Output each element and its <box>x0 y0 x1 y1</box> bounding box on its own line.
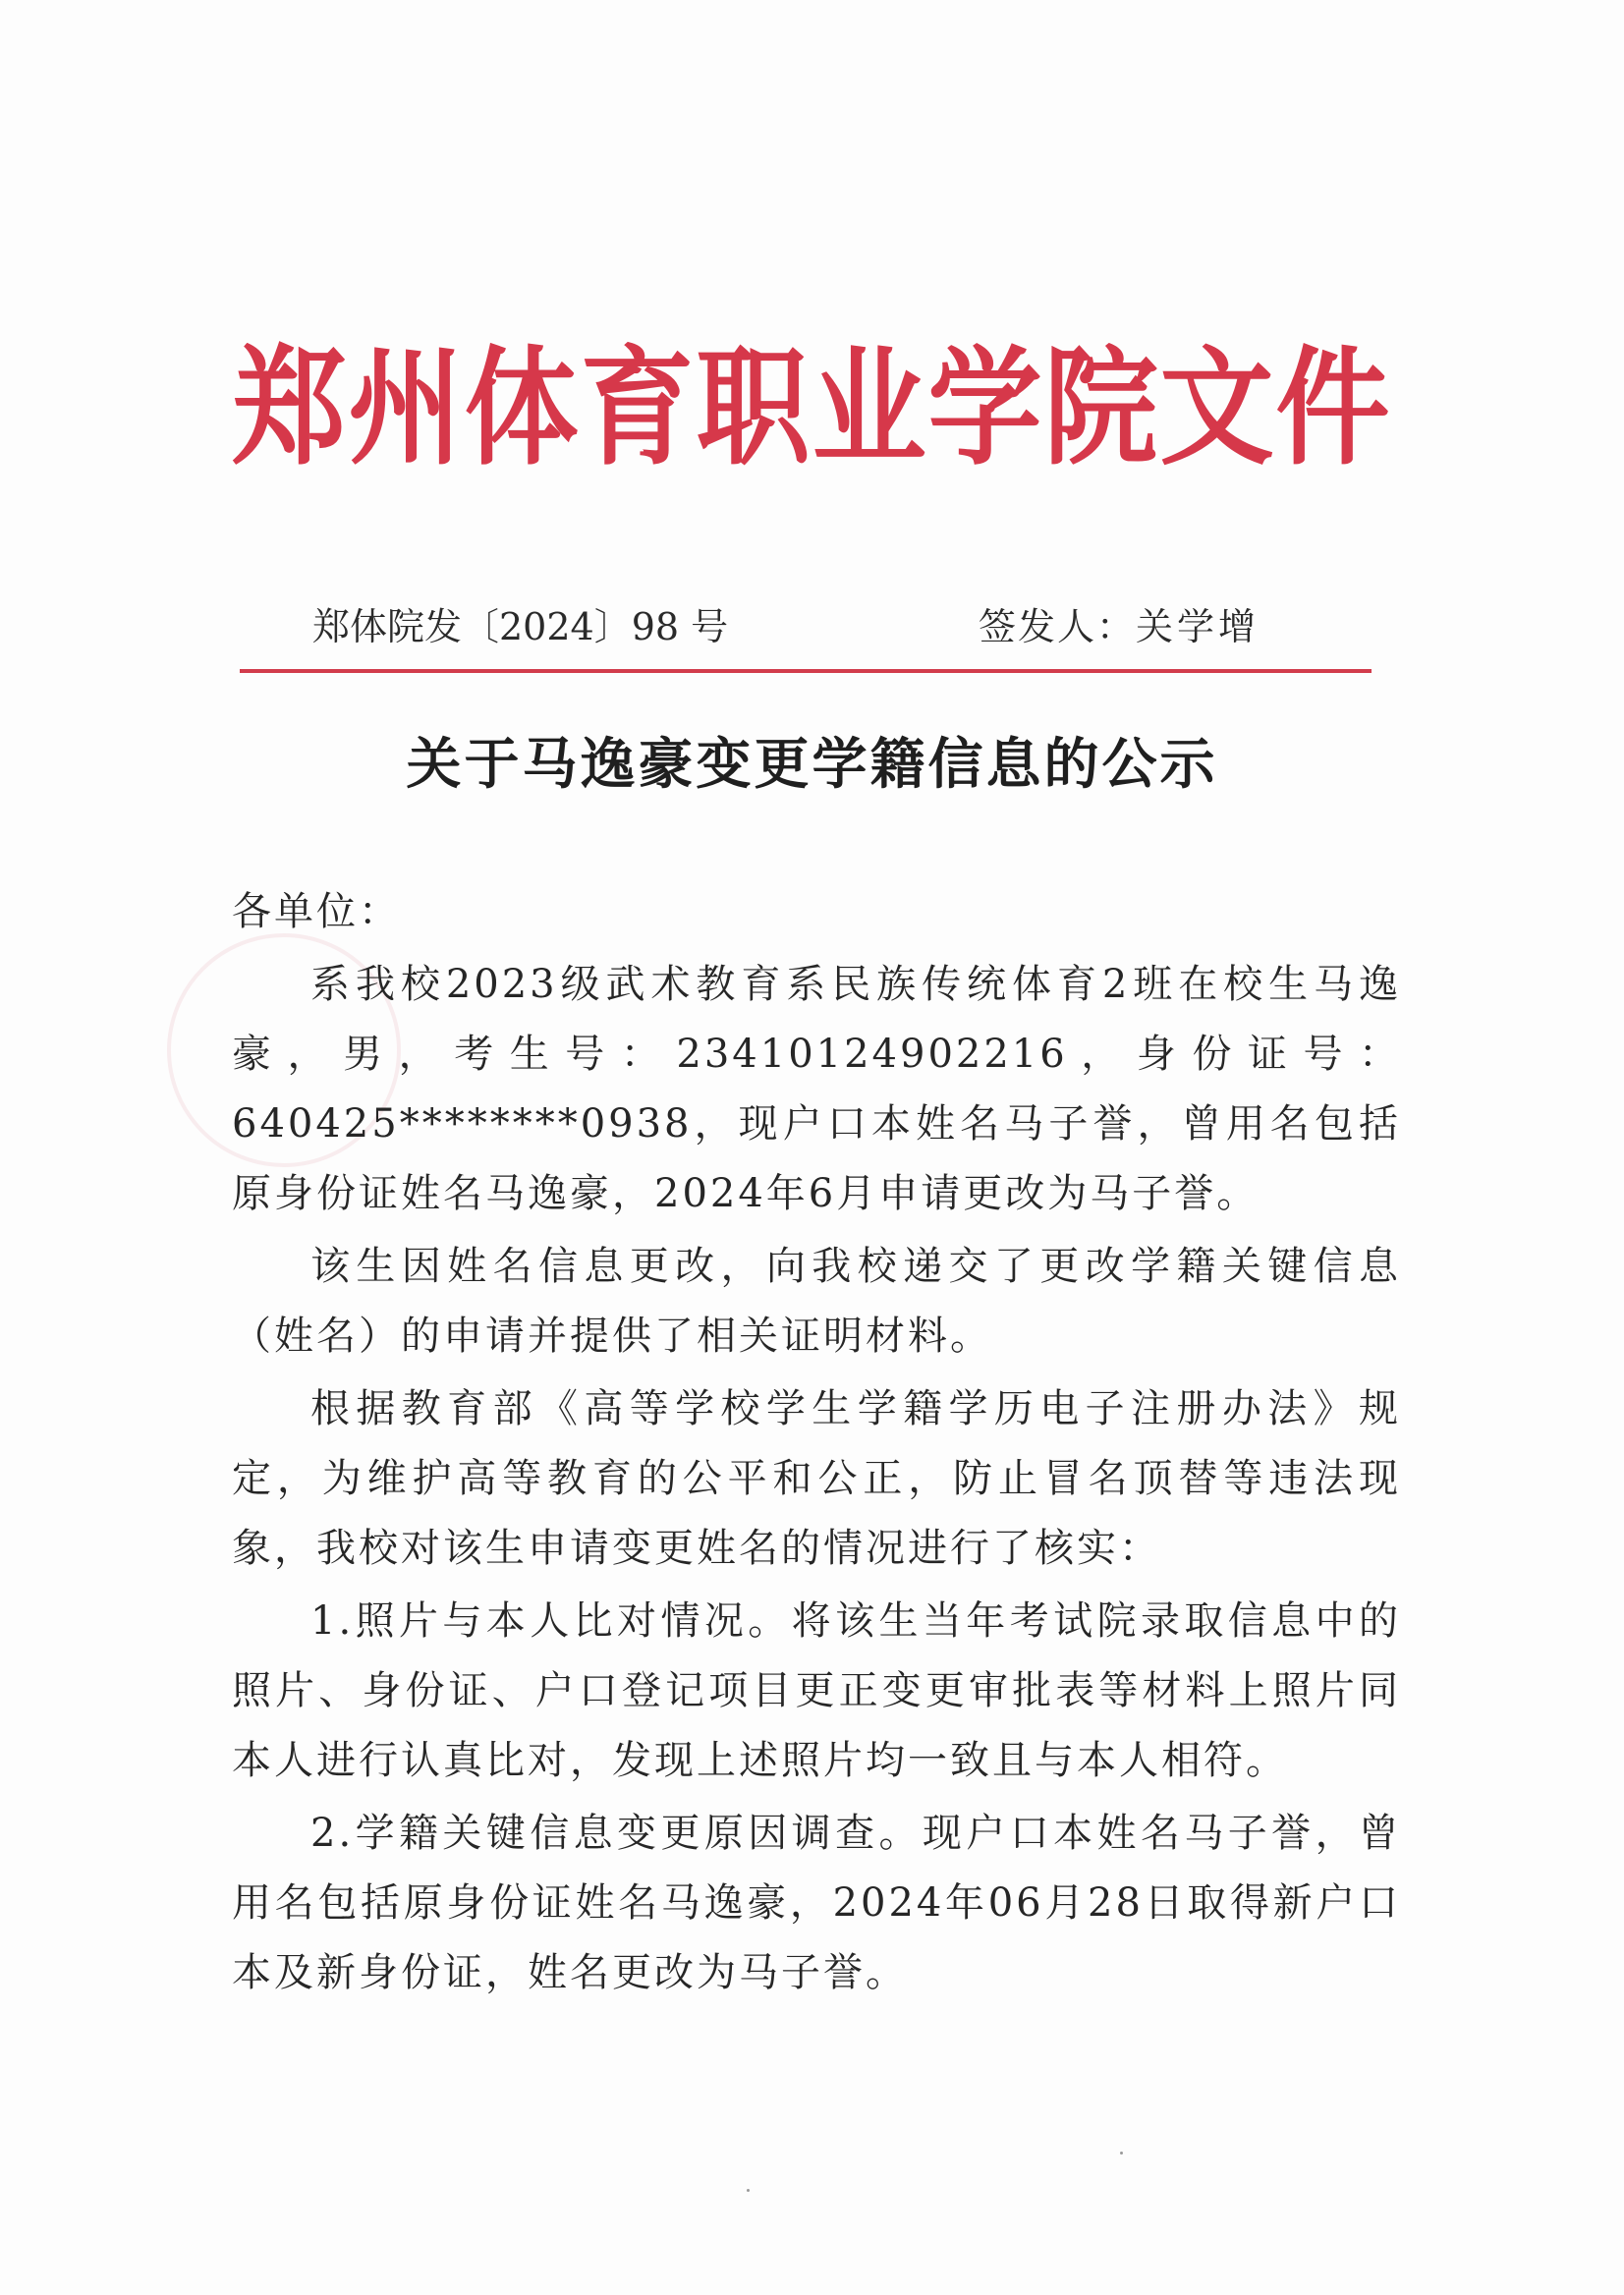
paragraph-student-info: 系我校2023级武术教育系民族传统体育2班在校生马逸豪，男，考生号：23410124902216，身份证号：640425********0938，现户口本姓名马子誉，曾用名包括原身份证姓名马逸豪，2024年6月申请更改为马子誉。 <box>232 962 1401 1216</box>
scan-speck <box>1120 2152 1123 2155</box>
notice-body <box>232 877 1401 2008</box>
notice-title: 关于马逸豪变更学籍信息的公示 <box>406 732 1218 797</box>
paragraph-photo-comparison: 1.照片与本人比对情况。将该生当年考试院录取信息中的照片、身份证、户口登记项目更正变更审批表等材料上照片同本人进行认真比对，发现上述照片均一致且与本人相符。 <box>232 1598 1401 1783</box>
document-header-title: 郑州体育职业学院文件 <box>232 334 1392 483</box>
paragraph-change-reason: 2.学籍关键信息变更原因调查。现户口本姓名马子誉，曾用名包括原身份证姓名马逸豪，2024年06月28日取得新户口本及新身份证，姓名更改为马子誉。 <box>232 1811 1401 1995</box>
signer-name: 关学增 <box>1136 605 1260 648</box>
scan-speck <box>747 2189 750 2192</box>
red-divider-line <box>240 669 1372 673</box>
document-number: 郑体院发〔2024〕98 号 <box>312 605 729 648</box>
paragraph-verification-basis: 根据教育部《高等学校学生学籍学历电子注册办法》规定，为维护高等教育的公平和公正，防止冒名顶替等违法现象，我校对该生申请变更姓名的情况进行了核实： <box>232 1386 1401 1571</box>
salutation: 各单位： <box>232 889 401 934</box>
document-meta-row <box>0 601 1624 652</box>
paragraph-application: 该生因姓名信息更改，向我校递交了更改学籍关键信息（姓名）的申请并提供了相关证明材料。 <box>232 1244 1401 1359</box>
signer-block <box>979 601 1260 652</box>
signer-label: 签发人： <box>979 605 1137 648</box>
